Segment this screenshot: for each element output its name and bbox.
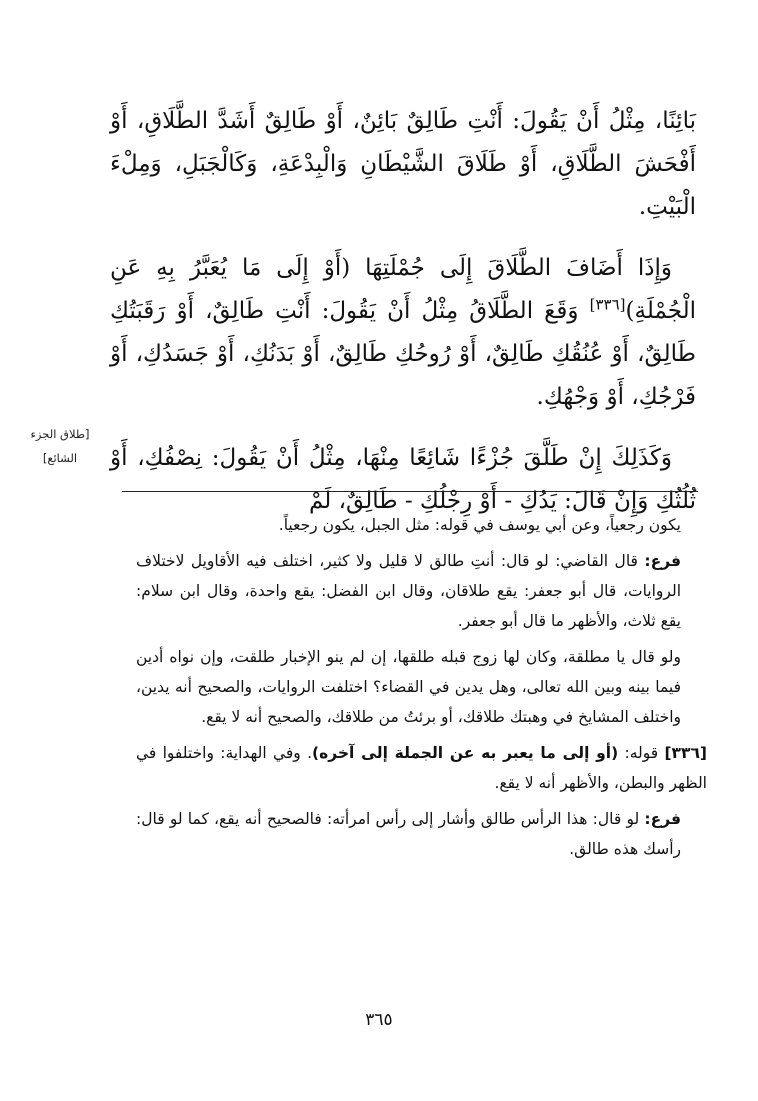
main-paragraph-2-start: وَإِذَا أَضَافَ الطَّلَاقَ إِلَى جُمْلَتِهَا (أَوْ إِلَى مَا يُعَبَّرُ بِهِ عَنِ الْجُمْلَةِ)	[110, 255, 696, 324]
footnote-paragraph-5-text: لو قال: هذا الرأس طالق وأشار إلى رأس امرأته: فالصحيح أنه يقع، كما لو قال: رأسك هذه طالق.	[136, 810, 681, 858]
main-paragraph-1: بَائِنًا، مِثْلُ أَنْ يَقُولَ: أَنْتِ طَالِقٌ بَائِنٌ، أَوْ طَالِقٌ أَشَدَّ الطَّلَاقِ، أَوْ أَفْحَشَ الطَّلَاقِ، أَوْ طَلَاقَ الشَّيْطَانِ وَالْبِدْعَةِ، وَكَالْجَبَلِ، وَمِلْءَ الْبَيْتِ.	[110, 108, 696, 220]
footnote-paragraph-1: يكون رجعياً، وعن أبي يوسف في قوله: مثل الجبل، يكون رجعياً.	[278, 516, 681, 534]
footnote-paragraph-5	[136, 804, 681, 864]
footnote-336-text: . وفي الهداية: واختلفوا في الظهر والبطن، والأظهر أنه لا يقع.	[136, 744, 707, 792]
branch-label: فرع:	[644, 552, 681, 570]
margin-heading	[10, 422, 110, 470]
footnote-336-quote: (أو إلى ما يعبر به عن الجملة إلى آخره)	[312, 744, 619, 762]
main-paragraph-3: وَكَذَلِكَ إِنْ طَلَّقَ جُزْءًا شَائِعًا مِنْهَا، مِثْلُ أَنْ يَقُولَ: نِصْفُكِ، أَوْ ثُلُثُكِ وَإِنْ قَالَ: يَدُكِ - أَوْ رِجْلُكِ - طَالِقٌ، لَمْ	[110, 445, 696, 514]
main-text	[110, 100, 696, 523]
footnote-paragraph-2-text: قال القاضي: لو قال: أنتِ طالق لا قليل ولا كثير، اختلف فيه الأقاويل لاختلاف الروايات، قال أبو جعفر: يقع طلاقان، وقال ابن الفضل: يقع واحدة، وقال ابن سلام: يقع ثلاث، والأظهر ما قال أبو جعفر.	[136, 552, 681, 630]
margin-heading-line-1: [طلاق الجزء	[30, 427, 90, 441]
main-paragraph-2	[110, 247, 696, 419]
margin-heading-line-2: الشائع]	[42, 451, 78, 465]
page-number: ٣٦٥	[365, 1010, 393, 1030]
main-paragraph-2-end: وَقَعَ الطَّلَاقُ مِثْلُ أَنْ يَقُولَ: أَنْتِ طَالِقٌ، أَوْ رَقَبَتُكِ طَالِقٌ، أَوْ عُنُقُكِ طَالِقٌ، أَوْ رُوحُكِ طَالِقٌ، أَوْ بَدَنُكِ، أَوْ جَسَدُكِ، أَوْ فَرْجُكِ، أَوْ وَجْهُكِ.	[110, 298, 696, 410]
footnote-336	[136, 738, 707, 798]
footnote-reference: [٣٣٦]	[589, 295, 626, 314]
footnotes	[136, 510, 708, 870]
footnote-336-prefix: قوله:	[618, 744, 665, 762]
branch-label-2: فرع:	[644, 810, 681, 828]
footnote-paragraph-2	[136, 546, 681, 636]
footnote-divider	[122, 491, 698, 492]
footnote-number: [٣٣٦]	[664, 744, 708, 762]
footnote-paragraph-3: ولو قال يا مطلقة، وكان لها زوج قبله طلقها، إن لم ينو الإخبار طلقت، وإن نواه أدين فيما بينه وبين الله تعالى، وهل يدين في القضاء؟ اختلفت الروايات، والصحيح أنه يدين، واختلف المشايخ في وهبتك طلاقك، أو برئتُ من طلاقك، والصحيح أنه لا يقع.	[136, 648, 681, 726]
